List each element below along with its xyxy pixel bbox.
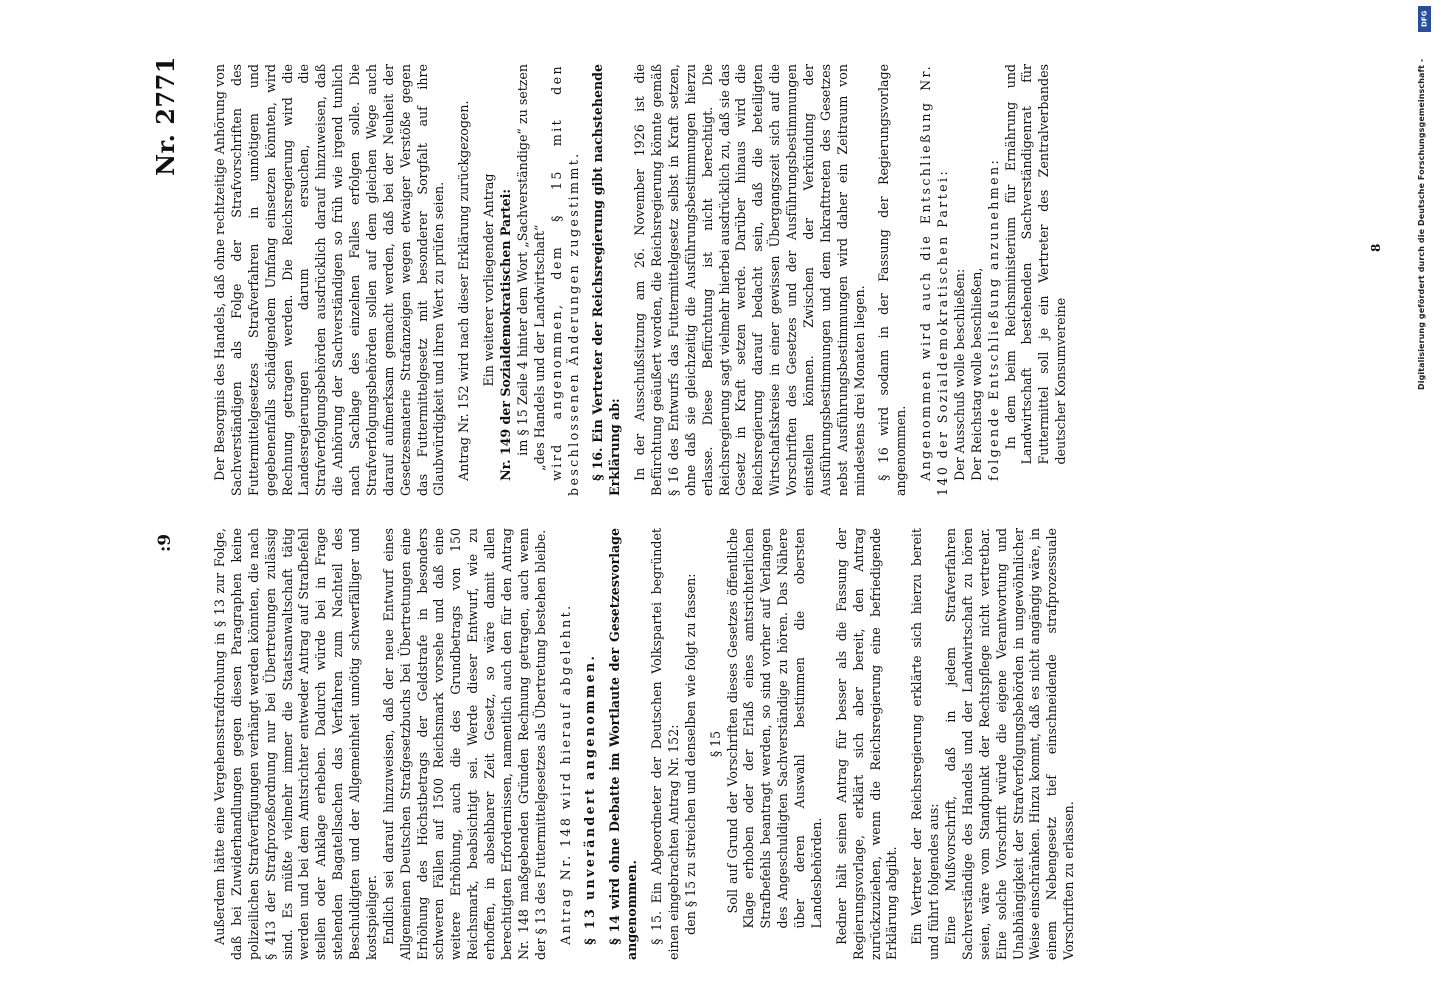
paragraph: § 16. Ein Vertreter der Reichsregierung gibt nachstehende Erklärung ab: bbox=[590, 64, 623, 496]
paragraph: § 15. Ein Abgeordneter der Deutschen Volkspartei begründet einen eingebrachten Antrag Nr. 152: bbox=[649, 528, 681, 960]
rotated-page-content bbox=[142, 42, 1412, 982]
paragraph: Der Reichstag wolle beschließen, bbox=[968, 267, 984, 481]
paragraph: In der Ausschußsitzung am 26. November 1926 ist die Befürchtung geäußert worden, die Reichsregierung könnte gemäß § 16 des Entwurfs das Futtermittelgesetz selbst in Kraft setzen, ohne daß sie gleichzeitig die Ausführungsbestimmungen hierzu erlasse. Diese Befürchtung ist nicht berechtigt. Die Reichsregierung sagt vielmehr hierbei ausdrücklich zu, daß sie das Gesetz in Kraft setzen werde. Darüber hinaus wird die Reichsregierung darauf bedacht sein, daß die beteiligten Wirtschaftskreise in einer gewissen Übergangszeit sich auf die Vorschriften des Gesetzes und der Ausführungsbestimmungen einstellen können. Zwischen der Verkündung der Ausführungsbestimmungen und dem Inkrafttreten des Gesetzes nebst Ausführungsbestimmungen wird daher ein Zeitraum von mindestens drei Monaten liegen. bbox=[632, 64, 867, 496]
right-column bbox=[212, 64, 1070, 496]
paragraph: Endlich sei darauf hinzuweisen, daß der neue Entwurf eines Allgemeinen Deutschen Strafgesetzbuchs bei Übertretungen eine Erhöhung des Höchstbetrags der Geldstrafe in besonders schweren Fällen auf 1500 Reichsmark vorsehe und daß eine weitere Erhöhung, auch die des Grundbetrags von 150 Reichsmark, beabsichtigt sei. Werde dieser Entwurf, wie zu erhoffen, in absehbarer Zeit Gesetz, so wäre damit allen berechtigten Erfordernissen, namentlich auch den für den Antrag Nr. 148 maßgebenden Gründen Rechnung getragen, auch wenn der § 13 des Futtermittelgesetzes als Übertretung bestehen bleibe. bbox=[380, 528, 548, 960]
paragraph: Nr. 149 der Sozialdemokratischen Partei: bbox=[498, 188, 513, 481]
paragraph: Eine Mußvorschrift, daß in jedem Strafverfahren Sachverständige des Handels und der Landwirtschaft zu hören seien, wäre vom Standpunkt der Rechtspflege nicht vertretbar. Eine solche Vorschrift würde die eigene Verantwortung und Unabhängigkeit der Strafverfolgungsbehörden in ungewöhnlicher Weise einschränken. Hinzu kommt, daß es nicht angängig wäre, in einem Nebengesetz tief einschneidende strafprozessuale Vorschriften zu erlassen. bbox=[943, 528, 1077, 960]
paragraph: Der Ausschuß wolle beschließen: bbox=[951, 268, 967, 481]
dfg-logo-icon: DFG bbox=[1418, 6, 1431, 32]
paragraph: § 14 wird ohne Debatte im Wortlaute der Gesetzesvorlage angenommen. bbox=[607, 528, 640, 960]
credit-text: Digitalisierung gefördert durch die Deutsche Forschungsgemeinschaft - bbox=[1417, 58, 1426, 390]
paragraph: Soll auf Grund der Vorschriften dieses Gesetzes öffentliche Klage erhoben oder der Erlaß eines amtsrichterlichen Strafbefehls beantragt werden, so sind vorher auf Verlangen des Angeschuldigten Sachverständige zu hören. Das Nähere über deren Auswahl bestimmen die obersten Landesbehörden. bbox=[724, 528, 824, 929]
page-number-top: :9 bbox=[155, 533, 175, 552]
paragraph: im § 15 Zeile 4 hinter dem Wort „Sachverständige“ zu setzen „des Handels und der Landwirtschaft“ bbox=[514, 64, 547, 471]
paragraph: Der Besorgnis des Handels, daß ohne rechtzeitige Anhörung von Sachverständigen als Folge der Strafvorschriften des Futtermittelgesetzes Strafverfahren in unnötigem und gegebenenfalls schädigendem Umfang einsetzen könnten, wird Rechnung getragen werden. Die Reichsregierung wird die Landesregierungen darum ersuchen, die Strafverfolgungsbehörden ausdrücklich darauf hinzuweisen, daß die Anhörung der Sachverständigen so früh wie irgend tunlich nach Sachlage des einzelnen Falles erfolgen solle. Die Strafverfolgungsbehörden sollen auf dem gleichen Wege auch darauf aufmerksam gemacht werden, daß bei der Neuheit der Gesetzesmaterie Strafanzeigen wegen etwaiger Verstöße gegen das Futtermittelgesetz mit besonderer Sorgfalt auf ihre Glaubwürdigkeit und ihren Wert zu prüfen seien. bbox=[212, 64, 447, 496]
paragraph: Ein Vertreter der Reichsregierung erklärte sich hierzu bereit und führt folgendes aus: bbox=[909, 528, 942, 960]
paragraph: Antrag Nr. 152 wird nach dieser Erklärung zurückgezogen. bbox=[456, 100, 472, 481]
paragraph: den § 15 zu streichen und denselben wie folgt zu fassen: bbox=[682, 573, 698, 935]
paragraph: Ein weiterer vorliegender Antrag bbox=[481, 173, 497, 387]
paragraph: § 13 unverändert angenommen. bbox=[582, 653, 598, 945]
nr-heading: Nr. 2771 bbox=[151, 56, 180, 176]
paragraph: Angenommen wird auch die Entschließung Nr. 140 der Sozialdemokratischen Partei: bbox=[918, 64, 950, 496]
paragraph: § 16 wird sodann in der Fassung der Regierungsvorlage angenommen. bbox=[876, 64, 909, 496]
paragraph: folgende Entschließung anzunehmen: bbox=[985, 157, 1001, 481]
section-heading: § 15 bbox=[707, 730, 723, 758]
paragraph: Antrag Nr. 148 wird hierauf abgelehnt. bbox=[557, 603, 573, 945]
paragraph: Redner hält seinen Antrag für besser als die Fassung der Regierungsvorlage, erklärt sich aber bereit, den Antrag zurückzuziehen, wenn die Reichsregierung eine befriedigende Erklärung abgibt. bbox=[833, 528, 900, 960]
paragraph: In dem beim Reichsministerium für Ernährung und Landwirtschaft bestehenden Sachverständigenrat für Futtermittel soll je ein Vertreter des Zentralverbandes deutscher Konsumvereine bbox=[1002, 64, 1069, 465]
document-page bbox=[142, 42, 1412, 982]
credit-line bbox=[1402, 8, 1432, 398]
paragraph: wird angenommen, dem § 15 mit den beschlossenen Änderungen zugestimmt. bbox=[548, 64, 581, 496]
paragraph: Außerdem hätte eine Vergehensstrafdrohung in § 13 zur Folge, daß bei Zuwiderhandlungen gegen diesen Paragraphen keine polizeilichen Strafverfügungen verhängt werden könnten, die nach § 413 der Strafprozeßordnung nur bei Übertretungen zulässig sind. Es müßte vielmehr immer die Staatsanwaltschaft tätig werden und bei dem Amtsrichter entweder Antrag auf Strafbefehl stellen oder Anklage erheben. Dadurch würde bei in Frage stehenden Bagatellsachen das Verfahren zum Nachteil des Beschuldigten und der Allgemeinheit unnötig schwerfälliger und kostspieliger. bbox=[212, 528, 379, 960]
left-column bbox=[212, 528, 1078, 960]
page-number-bottom: 8 bbox=[1369, 243, 1383, 252]
